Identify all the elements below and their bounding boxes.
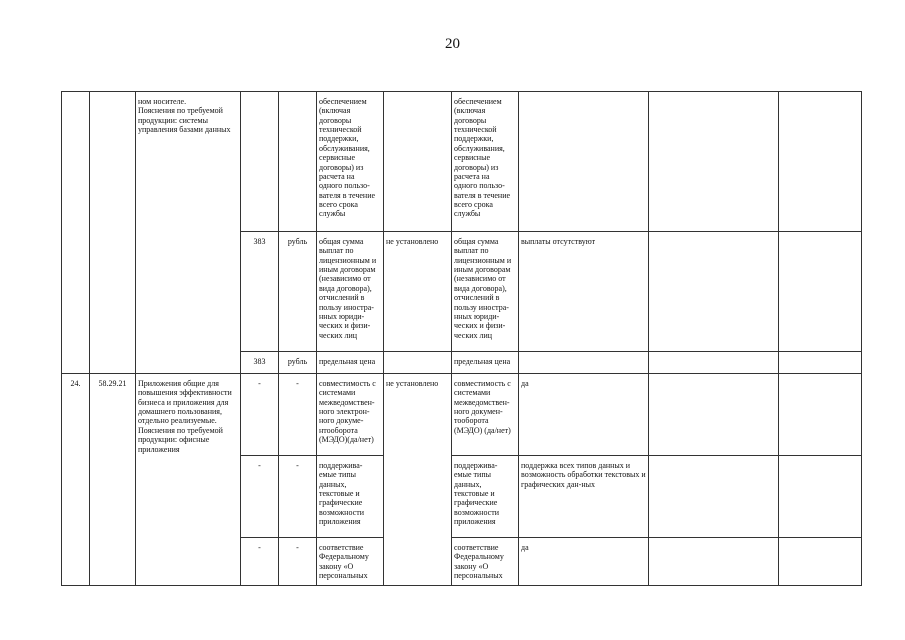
value-2-text: поддержка всех типов данных и возможность обработки текстовых и графических дан-ных bbox=[521, 461, 646, 489]
characteristic-2-cell bbox=[452, 232, 519, 352]
unit-text: - bbox=[296, 379, 299, 388]
characteristic-text: общая сумма выплат по лицензионным и иным договорам (независимо от вида договора), отчислений в пользу иностра- нных юриди- ческих и физи- ческих лиц bbox=[319, 237, 377, 340]
okei-code-text: - bbox=[258, 461, 261, 470]
function-cell bbox=[779, 92, 862, 232]
okei-code-cell bbox=[241, 352, 279, 374]
characteristic-cell bbox=[317, 456, 384, 538]
okei-code-cell bbox=[241, 232, 279, 352]
characteristic-2-cell bbox=[452, 456, 519, 538]
product-name-text: Приложения общие для повышения эффективности бизнеса и приложения для домашнего пользования, отдельно реализуемые. Пояснения по требуемой продукции: офисные приложения bbox=[138, 379, 232, 454]
value-2-cell bbox=[519, 456, 649, 538]
characteristic-2-text: общая сумма выплат по лицензионным и иным договорам (независимо от вида договора), отчислений в пользу иностра- нных юриди- ческих и физи- ческих лиц bbox=[454, 237, 512, 340]
value-2-text: да bbox=[521, 379, 529, 388]
characteristic-2-cell bbox=[452, 538, 519, 586]
unit-cell bbox=[279, 92, 317, 232]
requirements-table bbox=[61, 91, 862, 586]
value-2-cell bbox=[519, 538, 649, 586]
value-text: не установлено bbox=[386, 237, 439, 246]
unit-text: - bbox=[296, 461, 299, 470]
characteristic-text: совместимость с системами межведомствен- ного электрон- ного докуме- нтооборота (МЭДО)(да/нет) bbox=[319, 379, 376, 445]
characteristic-2-text: обеспечением (включая договоры технической поддержки, обслуживания, сервисные договоры) из расчета на одного пользо- вателя в течение всего срока службы bbox=[454, 97, 511, 219]
table-row bbox=[62, 374, 862, 456]
unit-cell bbox=[279, 232, 317, 352]
justification-cell bbox=[649, 232, 779, 352]
function-cell bbox=[779, 232, 862, 352]
value-2-cell bbox=[519, 352, 649, 374]
value-2-cell bbox=[519, 374, 649, 456]
okei-code-text: 383 bbox=[253, 357, 266, 366]
function-cell bbox=[779, 352, 862, 374]
characteristic-2-text: поддержива- емые типы данных, текстовые и графические возможности приложения bbox=[454, 461, 499, 527]
value-2-cell bbox=[519, 232, 649, 352]
characteristic-2-cell bbox=[452, 374, 519, 456]
row-number-cell bbox=[62, 92, 90, 374]
row-number-text: 24. bbox=[70, 379, 81, 388]
product-name-text: ном носителе. Пояснения по требуемой продукции: системы управления базами данных bbox=[138, 97, 231, 135]
value-2-cell bbox=[519, 92, 649, 232]
characteristic-2-text: соответствие Федеральному закону «О персональных bbox=[454, 543, 504, 581]
justification-cell bbox=[649, 538, 779, 586]
unit-cell bbox=[279, 374, 317, 456]
unit-text: рубль bbox=[287, 357, 308, 366]
characteristic-cell bbox=[317, 352, 384, 374]
page-number: 20 bbox=[445, 36, 460, 52]
characteristic-cell bbox=[317, 232, 384, 352]
okei-code-cell bbox=[241, 374, 279, 456]
characteristic-cell bbox=[317, 374, 384, 456]
value-cell bbox=[384, 352, 452, 374]
value-2-text: да bbox=[521, 543, 529, 552]
characteristic-text: поддержива- емые типы данных, текстовые и графические возможности приложения bbox=[319, 461, 364, 527]
okpd-cell bbox=[90, 92, 136, 374]
value-2-text: выплаты отсутствуют bbox=[521, 237, 596, 246]
value-cell bbox=[384, 232, 452, 352]
okpd-text: 58.29.21 bbox=[98, 379, 127, 388]
row-number-cell bbox=[62, 374, 90, 586]
function-cell bbox=[779, 538, 862, 586]
justification-cell bbox=[649, 374, 779, 456]
okei-code-text: 383 bbox=[253, 237, 266, 246]
okei-code-cell bbox=[241, 538, 279, 586]
function-cell bbox=[779, 456, 862, 538]
characteristic-2-text: предельная цена bbox=[454, 357, 511, 366]
okpd-cell bbox=[90, 374, 136, 586]
justification-cell bbox=[649, 92, 779, 232]
okei-code-text: - bbox=[258, 379, 261, 388]
characteristic-text: соответствие Федеральному закону «О персональных bbox=[319, 543, 369, 581]
characteristic-text: обеспечением (включая договоры технической поддержки, обслуживания, сервисные договоры) из расчета на одного пользо- вателя в течение всего срока службы bbox=[319, 97, 376, 219]
function-cell bbox=[779, 374, 862, 456]
justification-cell bbox=[649, 352, 779, 374]
product-name-cell bbox=[136, 374, 241, 586]
justification-cell bbox=[649, 456, 779, 538]
value-cell bbox=[384, 92, 452, 232]
characteristic-2-text: совместимость с системами межведомствен- ного докумен- тооборота (МЭДО) (да/нет) bbox=[454, 379, 511, 435]
table-row bbox=[62, 92, 862, 232]
okei-code-text: - bbox=[258, 543, 261, 552]
unit-cell bbox=[279, 352, 317, 374]
value-cell bbox=[384, 374, 452, 586]
characteristic-cell bbox=[317, 538, 384, 586]
characteristic-text: предельная цена bbox=[319, 357, 376, 366]
unit-cell bbox=[279, 456, 317, 538]
okei-code-cell bbox=[241, 456, 279, 538]
unit-text: - bbox=[296, 543, 299, 552]
unit-text: рубль bbox=[287, 237, 308, 246]
characteristic-cell bbox=[317, 92, 384, 232]
product-name-cell bbox=[136, 92, 241, 374]
characteristic-2-cell bbox=[452, 92, 519, 232]
okei-code-cell bbox=[241, 92, 279, 232]
unit-cell bbox=[279, 538, 317, 586]
characteristic-2-cell bbox=[452, 352, 519, 374]
value-text: не установлено bbox=[386, 379, 439, 388]
